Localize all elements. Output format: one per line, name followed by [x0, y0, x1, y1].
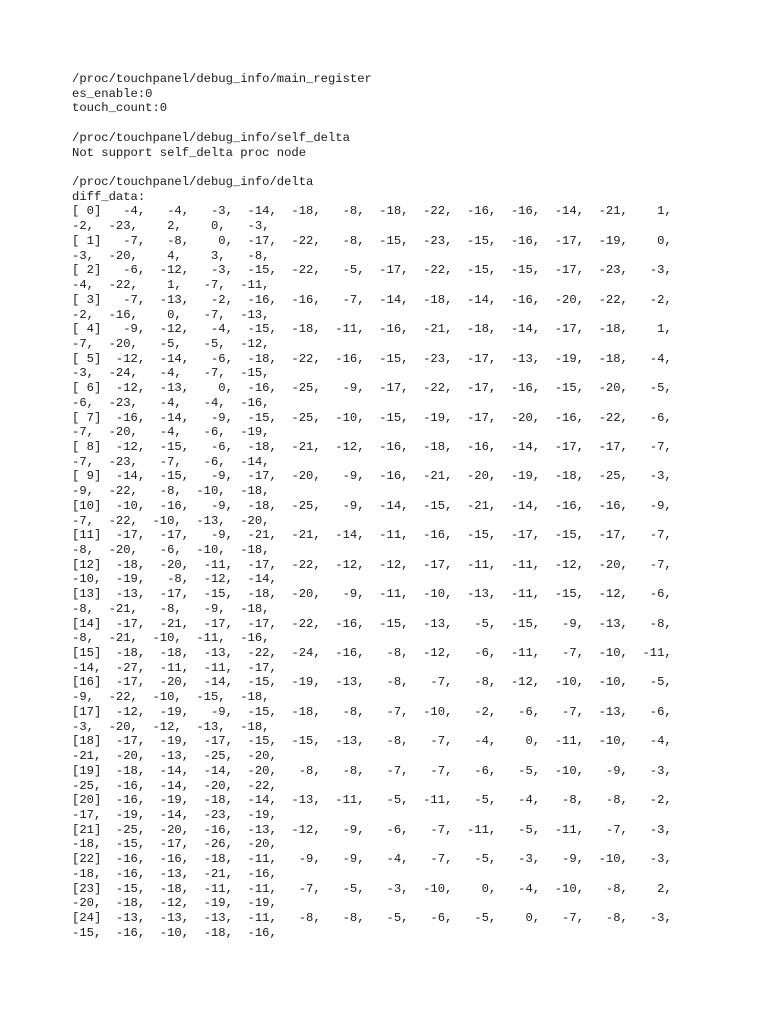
- diff-row-index: [23]: [72, 881, 102, 896]
- diff-row: [72, 234, 712, 249]
- diff-row-index: [ 1]: [72, 233, 102, 248]
- diff-row-values: -12, -14, -6, -18, -22, -16, -15, -23, -17, -13, -19, -18, -4,: [101, 351, 672, 366]
- diff-row-values: -16, -16, -18, -11, -9, -9, -4, -7, -5, -3, -9, -10, -3,: [101, 852, 672, 867]
- diff-row-index: [12]: [72, 557, 102, 572]
- diff-row: [72, 381, 712, 396]
- diff-row-continuation: -7, -23, -7, -6, -14,: [72, 454, 270, 469]
- diff-row-values: -9, -12, -4, -15, -18, -11, -16, -21, -18, -14, -17, -18, 1,: [101, 322, 672, 337]
- diff-row: [72, 734, 712, 749]
- diff-row-continuation: -9, -22, -10, -15, -18,: [72, 690, 270, 705]
- diff-row-values: -6, -12, -3, -15, -22, -5, -17, -22, -15, -15, -17, -23, -3,: [101, 263, 672, 278]
- blank-line: [72, 160, 712, 175]
- diff-row-index: [22]: [72, 852, 102, 867]
- diff-row-index: [24]: [72, 910, 102, 925]
- diff-row-index: [ 8]: [72, 439, 102, 454]
- diff-row-continuation: -3, -20, 4, 3, -8,: [72, 248, 270, 263]
- diff-row: [72, 675, 712, 690]
- diff-row-continuation: -8, -21, -10, -11, -16,: [72, 631, 270, 646]
- diff-row-index: [16]: [72, 675, 102, 690]
- diff-row: [72, 587, 712, 602]
- section-path-self-delta: /proc/touchpanel/debug_info/self_delta: [72, 130, 350, 145]
- diff-row-values: -16, -19, -18, -14, -13, -11, -5, -11, -5, -4, -8, -8, -2,: [101, 793, 672, 808]
- diff-row-index: [ 5]: [72, 351, 102, 366]
- diff-row: [72, 528, 712, 543]
- section-path-delta: /proc/touchpanel/debug_info/delta: [72, 175, 314, 190]
- diff-row-continuation: -8, -20, -6, -10, -18,: [72, 543, 270, 557]
- diff-row-index: [ 7]: [72, 410, 102, 425]
- diff-row: [72, 823, 712, 838]
- diff-row-index: [21]: [72, 822, 102, 837]
- diff-row-continuation: -10, -19, -8, -12, -14,: [72, 572, 277, 587]
- diff-row-continuation: -25, -16, -14, -20, -22,: [72, 778, 277, 793]
- diff-row-values: -15, -18, -11, -11, -7, -5, -3, -10, 0, -4, -10, -8, 2,: [101, 881, 672, 896]
- section-path-main-register: /proc/touchpanel/debug_info/main_register: [72, 72, 372, 86]
- diff-row-values: -12, -15, -6, -18, -21, -12, -16, -18, -16, -14, -17, -17, -7,: [101, 439, 672, 454]
- diff-row-index: [13]: [72, 587, 102, 602]
- diff-row: [72, 411, 712, 426]
- diff-row-index: [15]: [72, 646, 102, 661]
- diff-row-continuation: -20, -18, -12, -19, -19,: [72, 896, 277, 911]
- diff-row-continuation: -3, -20, -12, -13, -18,: [72, 719, 270, 734]
- diff-row-index: [11]: [72, 528, 102, 543]
- diff-row-continuation: -7, -20, -5, -5, -12,: [72, 336, 270, 351]
- diff-row-values: -17, -20, -14, -15, -19, -13, -8, -7, -8, -12, -10, -10, -5,: [101, 675, 672, 690]
- diff-row-index: [ 3]: [72, 292, 102, 307]
- diff-row: [72, 499, 712, 514]
- diff-row-continuation: -2, -23, 2, 0, -3,: [72, 219, 270, 234]
- diff-row-continuation: -2, -16, 0, -7, -13,: [72, 307, 270, 322]
- self-delta-message: Not support self_delta proc node: [72, 145, 307, 160]
- diff-row-values: -18, -14, -14, -20, -8, -8, -7, -7, -6, -5, -10, -9, -3,: [101, 763, 672, 778]
- diff-row: [72, 352, 712, 367]
- diff-row: [72, 764, 712, 779]
- diff-row: [72, 293, 712, 308]
- diff-row: [72, 793, 712, 808]
- debug-info-document: [72, 72, 712, 940]
- diff-row-index: [ 6]: [72, 381, 102, 396]
- diff-row-continuation: -6, -23, -4, -4, -16,: [72, 395, 270, 410]
- diff-row-index: [18]: [72, 734, 102, 749]
- diff-row-values: -18, -18, -13, -22, -24, -16, -8, -12, -6, -11, -7, -10, -11,: [101, 646, 672, 661]
- diff-row-continuation: -7, -20, -4, -6, -19,: [72, 425, 270, 440]
- diff-row-index: [14]: [72, 616, 102, 631]
- diff-row-values: -16, -14, -9, -15, -25, -10, -15, -19, -17, -20, -16, -22, -6,: [101, 410, 672, 425]
- diff-row-values: -12, -13, 0, -16, -25, -9, -17, -22, -17, -16, -15, -20, -5,: [101, 381, 672, 396]
- diff-row-continuation: -21, -20, -13, -25, -20,: [72, 749, 277, 764]
- diff-row: [72, 617, 712, 632]
- diff-row-index: [20]: [72, 793, 102, 808]
- diff-row: [72, 263, 712, 278]
- diff-row-index: [19]: [72, 763, 102, 778]
- diff-row: [72, 322, 712, 337]
- diff-row-values: -18, -20, -11, -17, -22, -12, -12, -17, -11, -11, -12, -20, -7,: [101, 557, 672, 572]
- diff-row-values: -10, -16, -9, -18, -25, -9, -14, -15, -21, -14, -16, -16, -9,: [101, 498, 672, 513]
- diff-row-continuation: -9, -22, -8, -10, -18,: [72, 484, 270, 499]
- diff-row: [72, 646, 712, 661]
- es-enable-line: es_enable:0: [72, 86, 153, 101]
- diff-row-values: -25, -20, -16, -13, -12, -9, -6, -7, -11, -5, -11, -7, -3,: [101, 822, 672, 837]
- diff-row-values: -12, -19, -9, -15, -18, -8, -7, -10, -2, -6, -7, -13, -6,: [101, 704, 672, 719]
- diff-row-values: -4, -4, -3, -14, -18, -8, -18, -22, -16, -16, -14, -21, 1,: [101, 204, 672, 219]
- diff-row-values: -7, -8, 0, -17, -22, -8, -15, -23, -15, -16, -17, -19, 0,: [101, 233, 672, 248]
- diff-row: [72, 469, 712, 484]
- diff-row-values: -17, -19, -17, -15, -15, -13, -8, -7, -4, 0, -11, -10, -4,: [101, 734, 672, 749]
- diff-row: [72, 705, 712, 720]
- diff-row: [72, 558, 712, 573]
- diff-row: [72, 852, 712, 867]
- diff-row: [72, 440, 712, 455]
- diff-row-index: [ 2]: [72, 263, 102, 278]
- diff-row: [72, 882, 712, 897]
- diff-data-heading: diff_data:: [72, 189, 146, 204]
- diff-row-index: [17]: [72, 704, 102, 719]
- diff-row-index: [ 9]: [72, 469, 102, 484]
- diff-row-index: [ 0]: [72, 204, 102, 219]
- diff-data-table: [72, 204, 712, 940]
- touch-count-line: touch_count:0: [72, 101, 168, 116]
- diff-row: [72, 204, 712, 219]
- diff-row-index: [ 4]: [72, 322, 102, 337]
- diff-row-values: -17, -17, -9, -21, -21, -14, -11, -16, -15, -17, -15, -17, -7,: [101, 528, 672, 543]
- blank-line: [72, 116, 712, 131]
- diff-row: [72, 911, 712, 926]
- diff-row-values: -14, -15, -9, -17, -20, -9, -16, -21, -20, -19, -18, -25, -3,: [101, 469, 672, 484]
- diff-row-continuation: -8, -21, -8, -9, -18,: [72, 601, 270, 616]
- diff-row-continuation: -7, -22, -10, -13, -20,: [72, 513, 270, 528]
- diff-row-continuation: -18, -15, -17, -26, -20,: [72, 837, 277, 852]
- diff-row-continuation: -3, -24, -4, -7, -15,: [72, 366, 270, 381]
- diff-row-continuation: -15, -16, -10, -18, -16,: [72, 925, 277, 940]
- diff-row-values: -7, -13, -2, -16, -16, -7, -14, -18, -14, -16, -20, -22, -2,: [101, 292, 672, 307]
- diff-row-continuation: -4, -22, 1, -7, -11,: [72, 278, 270, 293]
- diff-row-continuation: -14, -27, -11, -11, -17,: [72, 660, 277, 675]
- diff-row-continuation: -17, -19, -14, -23, -19,: [72, 807, 277, 822]
- diff-row-continuation: -18, -16, -13, -21, -16,: [72, 866, 277, 881]
- diff-row-values: -17, -21, -17, -17, -22, -16, -15, -13, -5, -15, -9, -13, -8,: [101, 616, 672, 631]
- diff-row-index: [10]: [72, 498, 102, 513]
- diff-row-values: -13, -17, -15, -18, -20, -9, -11, -10, -13, -11, -15, -12, -6,: [101, 587, 672, 602]
- diff-row-values: -13, -13, -13, -11, -8, -8, -5, -6, -5, 0, -7, -8, -3,: [101, 910, 672, 925]
